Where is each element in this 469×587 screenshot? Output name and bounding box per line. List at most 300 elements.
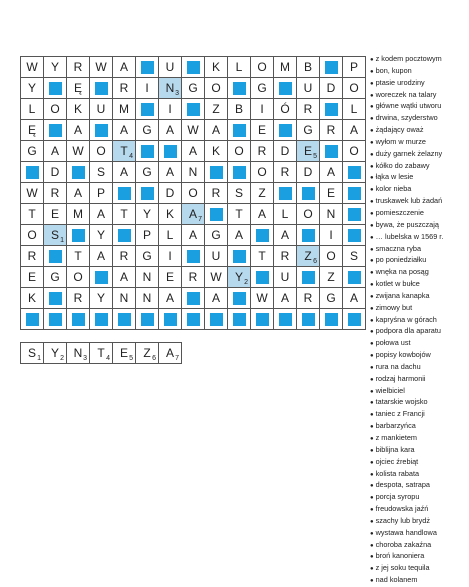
clue-list (370, 54, 469, 587)
block-icon (279, 187, 292, 200)
letter-cell[interactable] (136, 162, 159, 183)
cell-letter: O (349, 81, 359, 95)
cell-letter: A (188, 207, 197, 221)
cell-letter: A (280, 291, 289, 305)
letter-cell[interactable] (228, 57, 251, 78)
cell-letter: P (96, 186, 105, 200)
letter-cell[interactable] (251, 183, 274, 204)
cell-letter: K (211, 144, 220, 158)
answer-cell[interactable] (44, 343, 67, 364)
letter-cell[interactable] (67, 120, 90, 141)
black-square (136, 141, 159, 162)
cell-letter: K (73, 102, 82, 116)
letter-cell[interactable] (343, 57, 366, 78)
solution-letter-cell[interactable] (182, 204, 205, 225)
cell-letter: T (235, 207, 243, 221)
letter-cell[interactable] (228, 183, 251, 204)
letter-cell[interactable] (251, 246, 274, 267)
answer-cell[interactable] (67, 343, 90, 364)
answer-index: 4 (106, 355, 110, 362)
black-square (90, 78, 113, 99)
cell-letter: A (188, 144, 197, 158)
letter-cell[interactable] (251, 141, 274, 162)
black-square (44, 288, 67, 309)
block-icon (118, 187, 131, 200)
cell-letter: K (165, 207, 174, 221)
cell-letter: A (165, 165, 174, 179)
cell-letter: O (326, 249, 336, 263)
black-square (136, 57, 159, 78)
black-square (274, 120, 297, 141)
letter-cell[interactable] (90, 246, 113, 267)
answer-cell[interactable] (21, 343, 44, 364)
cell-letter: G (50, 270, 60, 284)
cell-letter: Z (304, 249, 312, 263)
answer-cell[interactable] (159, 343, 182, 364)
cell-letter: T (28, 207, 36, 221)
letter-cell[interactable] (274, 57, 297, 78)
black-square (228, 78, 251, 99)
letter-cell[interactable] (205, 267, 228, 288)
cell-letter: O (211, 81, 221, 95)
black-square (297, 309, 320, 330)
block-icon (233, 313, 246, 326)
answer-cell[interactable] (90, 343, 113, 364)
letter-cell[interactable] (90, 57, 113, 78)
answer-index: 6 (152, 355, 156, 362)
block-icon (95, 82, 108, 95)
solution-letter-cell[interactable] (228, 267, 251, 288)
letter-cell[interactable] (159, 267, 182, 288)
letter-cell[interactable] (297, 78, 320, 99)
letter-cell[interactable] (67, 141, 90, 162)
solution-index: 5 (313, 153, 317, 160)
black-square (228, 288, 251, 309)
letter-cell[interactable] (297, 288, 320, 309)
letter-cell[interactable] (274, 246, 297, 267)
letter-cell[interactable] (228, 225, 251, 246)
block-icon (187, 313, 200, 326)
letter-cell[interactable] (136, 246, 159, 267)
cell-letter: E (50, 207, 59, 221)
answer-index: 1 (37, 355, 41, 362)
answer-letter: N (73, 346, 83, 360)
letter-cell[interactable] (251, 204, 274, 225)
block-icon (118, 229, 131, 242)
block-icon (256, 313, 269, 326)
letter-cell[interactable] (228, 99, 251, 120)
letter-cell[interactable] (90, 141, 113, 162)
letter-cell[interactable] (44, 183, 67, 204)
letter-cell[interactable] (274, 204, 297, 225)
clue-item: ● rodzaj harmonii (370, 374, 469, 386)
block-icon (302, 187, 315, 200)
clue-item: ● z jej soku tequila (370, 563, 469, 575)
cell-letter: A (165, 123, 174, 137)
cell-letter: A (349, 291, 358, 305)
letter-cell[interactable] (67, 57, 90, 78)
letter-cell[interactable] (159, 204, 182, 225)
clue-item: ● tatarskie wojsko (370, 397, 469, 409)
cell-letter: N (326, 207, 336, 221)
cell-letter: R (303, 102, 313, 116)
letter-cell[interactable] (113, 120, 136, 141)
cell-letter: D (280, 144, 290, 158)
clue-item: ● pomieszczenie (370, 208, 469, 220)
letter-cell[interactable] (228, 141, 251, 162)
letter-cell[interactable] (21, 183, 44, 204)
letter-cell[interactable] (136, 288, 159, 309)
letter-cell[interactable] (67, 99, 90, 120)
clue-item: ● kotlet w bułce (370, 279, 469, 291)
letter-cell[interactable] (21, 288, 44, 309)
cell-letter: R (50, 186, 60, 200)
letter-cell[interactable] (21, 267, 44, 288)
solution-index: 1 (60, 237, 64, 244)
block-icon (302, 313, 315, 326)
letter-cell[interactable] (205, 183, 228, 204)
cell-letter: A (96, 207, 105, 221)
letter-cell[interactable] (205, 288, 228, 309)
block-icon (49, 82, 62, 95)
block-icon (233, 124, 246, 137)
clue-item: ● smaczna ryba (370, 244, 469, 256)
letter-cell[interactable] (44, 162, 67, 183)
answer-index: 7 (175, 355, 179, 362)
letter-cell[interactable] (67, 78, 90, 99)
black-square (182, 99, 205, 120)
letter-cell[interactable] (67, 246, 90, 267)
answer-cell[interactable] (113, 343, 136, 364)
letter-cell[interactable] (320, 246, 343, 267)
black-square (228, 120, 251, 141)
cell-letter: O (257, 165, 267, 179)
cell-letter: P (349, 60, 358, 74)
letter-cell[interactable] (251, 120, 274, 141)
cell-letter: I (329, 228, 333, 242)
solution-letter-cell[interactable] (44, 225, 67, 246)
letter-cell[interactable] (159, 288, 182, 309)
letter-cell[interactable] (343, 78, 366, 99)
block-icon (49, 313, 62, 326)
block-icon (164, 145, 177, 158)
block-icon (141, 61, 154, 74)
cell-letter: I (168, 249, 172, 263)
letter-cell[interactable] (343, 120, 366, 141)
letter-cell[interactable] (67, 288, 90, 309)
letter-cell[interactable] (251, 288, 274, 309)
letter-cell[interactable] (21, 225, 44, 246)
letter-cell[interactable] (320, 183, 343, 204)
letter-cell[interactable] (67, 204, 90, 225)
letter-cell[interactable] (113, 78, 136, 99)
block-icon (348, 166, 361, 179)
solution-letter-cell[interactable] (113, 141, 136, 162)
letter-cell[interactable] (182, 225, 205, 246)
cell-letter: A (234, 228, 243, 242)
cell-letter: G (326, 291, 336, 305)
letter-cell[interactable] (228, 204, 251, 225)
block-icon (141, 145, 154, 158)
letter-cell[interactable] (44, 57, 67, 78)
clue-item: ● taniec z Francji (370, 409, 469, 421)
block-icon (141, 187, 154, 200)
cell-letter: O (188, 186, 198, 200)
black-square (182, 57, 205, 78)
letter-cell[interactable] (159, 99, 182, 120)
letter-cell[interactable] (343, 99, 366, 120)
black-square (113, 309, 136, 330)
letter-cell[interactable] (136, 204, 159, 225)
cell-letter: R (119, 81, 129, 95)
block-icon (233, 292, 246, 305)
black-square (44, 246, 67, 267)
cell-letter: E (27, 270, 36, 284)
clue-item: ● wielbiciel (370, 386, 469, 398)
cell-letter: Ó (280, 102, 290, 116)
letter-cell[interactable] (113, 162, 136, 183)
block-icon (141, 313, 154, 326)
cell-letter: Ę (73, 81, 82, 95)
letter-cell[interactable] (251, 99, 274, 120)
letter-cell[interactable] (205, 120, 228, 141)
cell-letter: G (27, 144, 37, 158)
clue-item: ● freudowska jaźń (370, 504, 469, 516)
letter-cell[interactable] (320, 162, 343, 183)
black-square (274, 183, 297, 204)
crossword-grid (20, 56, 366, 330)
clue-item: ● woreczek na talary (370, 90, 469, 102)
cell-letter: W (95, 60, 107, 74)
black-square (228, 162, 251, 183)
cell-letter: Z (327, 270, 335, 284)
block-icon (348, 271, 361, 284)
cell-letter: W (72, 144, 84, 158)
black-square (67, 309, 90, 330)
cell-letter: E (257, 123, 266, 137)
letter-cell[interactable] (320, 78, 343, 99)
letter-cell[interactable] (320, 204, 343, 225)
block-icon (141, 103, 154, 116)
letter-cell[interactable] (136, 120, 159, 141)
letter-cell[interactable] (44, 99, 67, 120)
cell-letter: G (188, 81, 198, 95)
answer-letter: A (165, 346, 174, 360)
block-icon (279, 313, 292, 326)
letter-cell[interactable] (182, 120, 205, 141)
letter-cell[interactable] (182, 141, 205, 162)
letter-cell[interactable] (343, 246, 366, 267)
letter-cell[interactable] (182, 183, 205, 204)
cell-letter: G (211, 228, 221, 242)
letter-cell[interactable] (21, 246, 44, 267)
block-icon (49, 124, 62, 137)
letter-cell[interactable] (159, 183, 182, 204)
solution-letter-cell[interactable] (297, 246, 320, 267)
black-square (251, 267, 274, 288)
letter-cell[interactable] (136, 225, 159, 246)
letter-cell[interactable] (159, 246, 182, 267)
clue-item: ● połowa ust (370, 338, 469, 350)
letter-cell[interactable] (205, 141, 228, 162)
black-square (297, 267, 320, 288)
letter-cell[interactable] (90, 99, 113, 120)
answer-letter: S (27, 346, 36, 360)
cell-letter: R (119, 249, 129, 263)
letter-cell[interactable] (274, 162, 297, 183)
cell-letter: Y (234, 270, 243, 284)
letter-cell[interactable] (113, 246, 136, 267)
cell-letter: Y (50, 60, 59, 74)
cell-letter: A (119, 60, 128, 74)
cell-letter: D (165, 186, 175, 200)
clue-item: ● wystawa handlowa (370, 528, 469, 540)
cell-letter: L (281, 207, 289, 221)
clue-item: ● ojciec źrebiąt (370, 457, 469, 469)
letter-cell[interactable] (205, 225, 228, 246)
letter-cell[interactable] (297, 57, 320, 78)
block-icon (49, 292, 62, 305)
cell-letter: G (142, 123, 152, 137)
letter-cell[interactable] (21, 57, 44, 78)
letter-cell[interactable] (113, 267, 136, 288)
cell-letter: G (257, 81, 267, 95)
black-square (205, 309, 228, 330)
answer-index: 5 (129, 355, 133, 362)
letter-cell[interactable] (205, 246, 228, 267)
cell-letter: Y (27, 81, 36, 95)
letter-cell[interactable] (205, 57, 228, 78)
block-icon (302, 229, 315, 242)
cell-letter: U (280, 270, 290, 284)
letter-cell[interactable] (320, 225, 343, 246)
black-square (90, 309, 113, 330)
letter-cell[interactable] (90, 162, 113, 183)
letter-cell[interactable] (113, 99, 136, 120)
letter-cell[interactable] (159, 57, 182, 78)
black-square (320, 57, 343, 78)
black-square (251, 225, 274, 246)
cell-letter: A (119, 270, 128, 284)
letter-cell[interactable] (90, 204, 113, 225)
letter-cell[interactable] (251, 57, 274, 78)
solution-index: 2 (244, 279, 248, 286)
letter-cell[interactable] (274, 99, 297, 120)
letter-cell[interactable] (320, 288, 343, 309)
black-square (44, 78, 67, 99)
letter-cell[interactable] (274, 141, 297, 162)
cell-letter: I (168, 102, 172, 116)
cell-letter: R (188, 270, 198, 284)
solution-letter-cell[interactable] (297, 141, 320, 162)
letter-cell[interactable] (320, 267, 343, 288)
block-icon (348, 187, 361, 200)
answer-letter: Y (50, 346, 59, 360)
cell-letter: P (142, 228, 151, 242)
clue-item: ● główne wątki utworu (370, 101, 469, 113)
answer-cell[interactable] (136, 343, 159, 364)
letter-cell[interactable] (113, 204, 136, 225)
letter-cell[interactable] (21, 204, 44, 225)
letter-cell[interactable] (90, 225, 113, 246)
cell-letter: G (142, 165, 152, 179)
cell-letter: R (73, 291, 83, 305)
letter-cell[interactable] (21, 99, 44, 120)
letter-cell[interactable] (251, 162, 274, 183)
letter-cell[interactable] (21, 78, 44, 99)
letter-cell[interactable] (67, 267, 90, 288)
cell-letter: L (350, 102, 358, 116)
block-icon (325, 103, 338, 116)
letter-cell[interactable] (159, 120, 182, 141)
cell-letter: O (257, 60, 267, 74)
letter-cell[interactable] (21, 120, 44, 141)
letter-cell[interactable] (274, 267, 297, 288)
letter-cell[interactable] (44, 267, 67, 288)
cell-letter: M (73, 207, 83, 221)
letter-cell[interactable] (113, 57, 136, 78)
letter-cell[interactable] (67, 183, 90, 204)
clue-item: ● zwijana kanapka (370, 291, 469, 303)
cell-letter: E (165, 270, 174, 284)
letter-cell[interactable] (274, 225, 297, 246)
clue-item: ● żądający oważ (370, 125, 469, 137)
solution-letter-cell[interactable] (159, 78, 182, 99)
black-square (136, 183, 159, 204)
letter-cell[interactable] (205, 78, 228, 99)
answer-letter: E (119, 346, 128, 360)
letter-cell[interactable] (274, 288, 297, 309)
letter-cell[interactable] (21, 141, 44, 162)
clue-item: ● szachy lub brydż (370, 516, 469, 528)
letter-cell[interactable] (251, 78, 274, 99)
block-icon (118, 313, 131, 326)
letter-cell[interactable] (90, 288, 113, 309)
black-square (274, 309, 297, 330)
cell-letter: T (120, 207, 128, 221)
letter-cell[interactable] (297, 162, 320, 183)
block-icon (187, 292, 200, 305)
letter-cell[interactable] (297, 204, 320, 225)
clue-item: ● bon, kupon (370, 66, 469, 78)
letter-cell[interactable] (205, 99, 228, 120)
letter-cell[interactable] (136, 78, 159, 99)
letter-cell[interactable] (297, 120, 320, 141)
letter-cell[interactable] (297, 99, 320, 120)
letter-cell[interactable] (320, 120, 343, 141)
clue-item: ● podpora dla aparatu (370, 326, 469, 338)
letter-cell[interactable] (343, 288, 366, 309)
letter-cell[interactable] (113, 288, 136, 309)
cell-letter: W (26, 186, 38, 200)
cell-letter: N (188, 165, 198, 179)
cell-letter: A (211, 123, 220, 137)
letter-cell[interactable] (90, 183, 113, 204)
letter-cell[interactable] (159, 225, 182, 246)
letter-cell[interactable] (136, 267, 159, 288)
letter-cell[interactable] (343, 141, 366, 162)
cell-letter: R (257, 144, 267, 158)
letter-cell[interactable] (159, 162, 182, 183)
cell-letter: O (27, 228, 37, 242)
letter-cell[interactable] (44, 141, 67, 162)
letter-cell[interactable] (182, 78, 205, 99)
block-icon (26, 313, 39, 326)
letter-cell[interactable] (182, 162, 205, 183)
answer-letter: Z (143, 346, 151, 360)
letter-cell[interactable] (44, 204, 67, 225)
letter-cell[interactable] (182, 267, 205, 288)
